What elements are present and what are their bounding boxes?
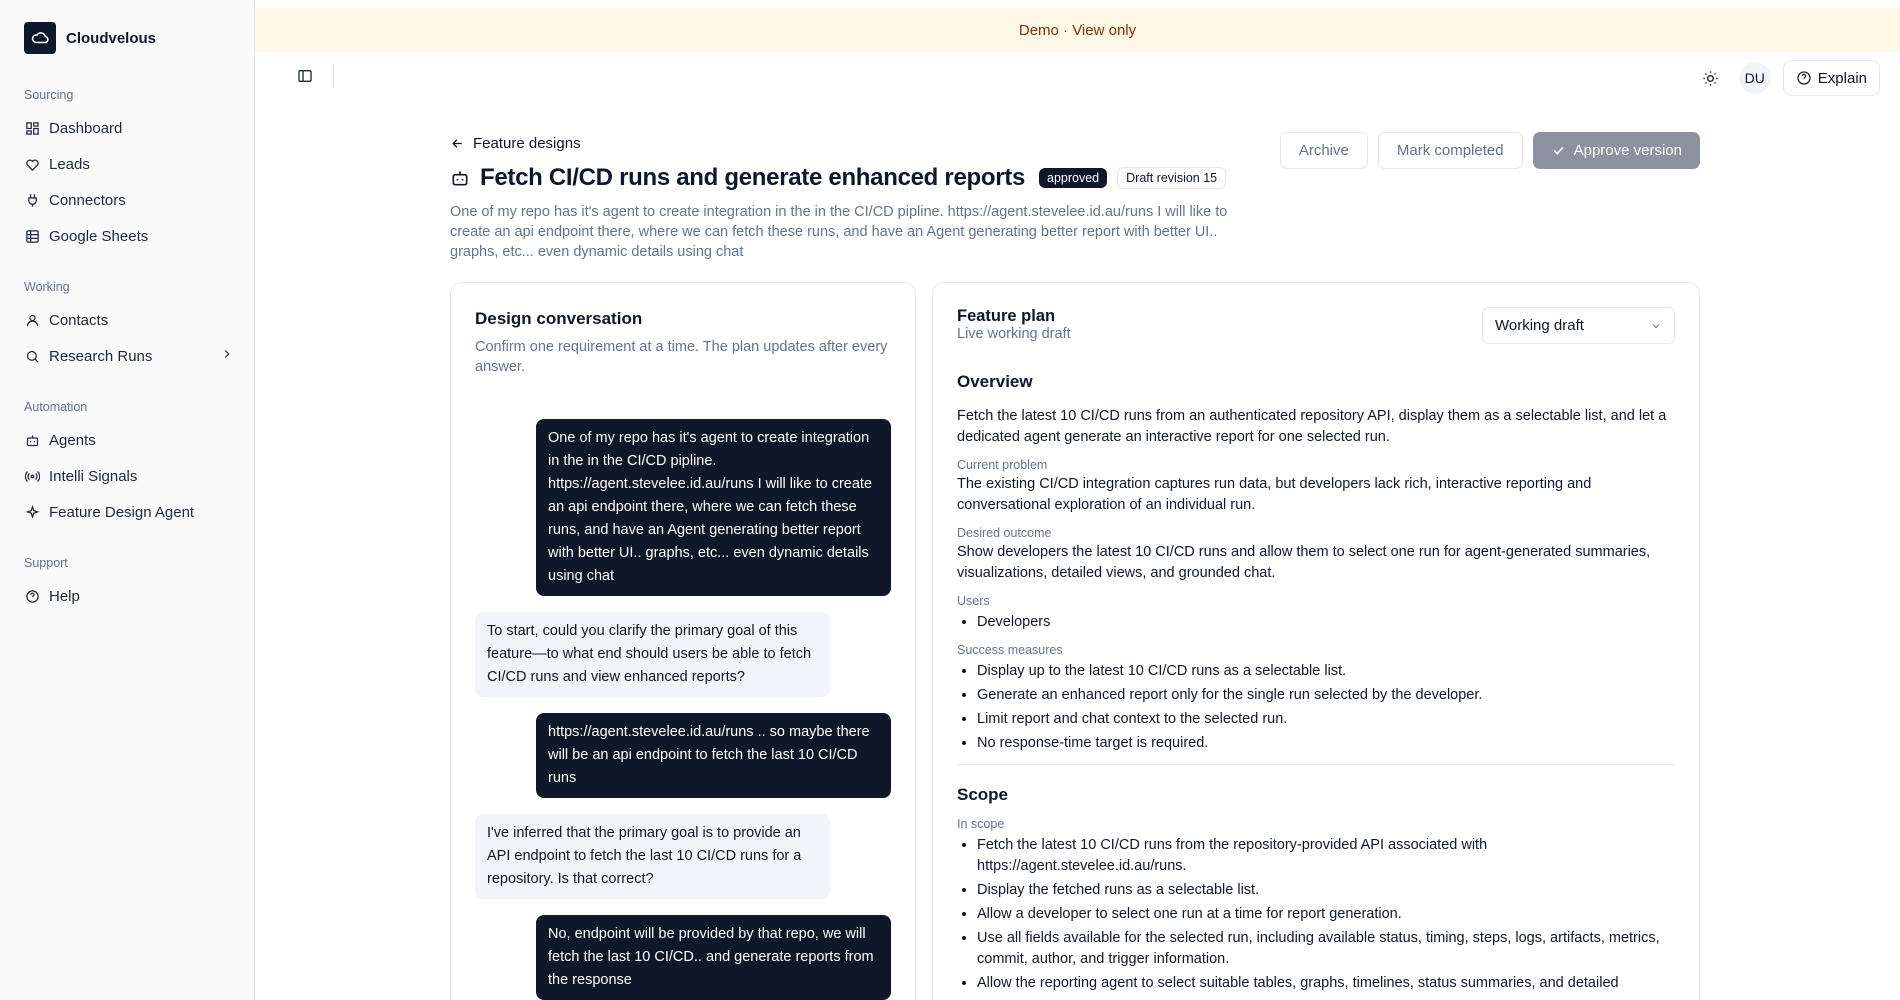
in-scope-list bbox=[957, 835, 1675, 994]
success-measures-label: Success measures bbox=[957, 643, 1063, 657]
radio-icon bbox=[24, 468, 40, 484]
nav-section-working bbox=[24, 280, 254, 374]
sidebar-item-label: Google Sheets bbox=[49, 227, 149, 245]
plan-title: Feature plan bbox=[957, 307, 1056, 325]
panel-left-icon bbox=[297, 68, 313, 84]
help-circle-icon bbox=[1796, 70, 1812, 86]
sidebar-item-label: Help bbox=[49, 587, 80, 605]
version-select[interactable] bbox=[1482, 307, 1675, 344]
divider bbox=[957, 764, 1675, 765]
explain-button[interactable] bbox=[1783, 60, 1880, 96]
nav-section-sourcing bbox=[24, 88, 254, 254]
brand[interactable] bbox=[24, 22, 254, 54]
explain-label: Explain bbox=[1817, 69, 1867, 87]
sidebar-item-label: Connectors bbox=[49, 191, 126, 209]
check-icon bbox=[1551, 143, 1566, 158]
conversation-subtitle: Confirm one requirement at a time. The plan updates after every answer. bbox=[475, 339, 888, 375]
demo-banner: Demo · View only bbox=[255, 8, 1900, 52]
overview-text: Fetch the latest 10 CI/CD runs from an authenticated repository API, display them as a selectable list, and let a dedicated agent generate an interactive report for one selected run. bbox=[957, 408, 1667, 445]
sidebar-item-contacts[interactable] bbox=[24, 302, 234, 338]
message-list bbox=[475, 419, 891, 1000]
sidebar-item-dashboard[interactable] bbox=[24, 110, 234, 146]
nav-section-support bbox=[24, 556, 254, 614]
main-area bbox=[255, 0, 1900, 1000]
divider bbox=[333, 64, 334, 88]
desired-outcome-label: Desired outcome bbox=[957, 526, 1052, 540]
nav-section-title: Working bbox=[24, 280, 70, 294]
brand-name: Cloudvelous bbox=[66, 29, 157, 47]
in-scope-label: In scope bbox=[957, 817, 1005, 831]
mark-completed-button[interactable]: Mark completed bbox=[1378, 132, 1523, 169]
bot-icon bbox=[24, 432, 40, 448]
user-message: https://agent.stevelee.id.au/runs .. so maybe there will be an api endpoint to fetch the last 10 CI/CD runs bbox=[536, 713, 891, 798]
dashboard-icon bbox=[24, 120, 40, 136]
sidebar-item-label: Feature Design Agent bbox=[49, 503, 195, 521]
list-item: • Generate an enhanced report only for the single run selected by the developer. bbox=[977, 685, 1675, 706]
search-icon bbox=[24, 348, 40, 364]
sidebar-item-label: Intelli Signals bbox=[49, 467, 138, 485]
success-measures-list bbox=[957, 661, 1675, 754]
page-title: Fetch CI/CD runs and generate enhanced reports bbox=[480, 164, 1025, 191]
status-badge: approved bbox=[1039, 168, 1107, 188]
list-item: • Use all fields available for the selected run, including available status, timing, steps, logs, artifacts, metrics, commit, author, and trigger information. bbox=[977, 928, 1675, 970]
design-conversation-card bbox=[450, 282, 916, 1000]
list-item: • Display up to the latest 10 CI/CD runs as a selectable list. bbox=[977, 661, 1675, 682]
feature-plan-card bbox=[932, 282, 1700, 1000]
topbar-right bbox=[1695, 60, 1880, 96]
agent-message: To start, could you clarify the primary goal of this feature—to what end should users be able to fetch CI/CD runs and view enhanced reports? bbox=[475, 612, 830, 697]
plan-header bbox=[957, 307, 1675, 344]
sidebar-item-research-runs[interactable] bbox=[24, 338, 234, 374]
nav-section-title: Sourcing bbox=[24, 88, 74, 102]
sidebar-item-connectors[interactable] bbox=[24, 182, 234, 218]
user-icon bbox=[24, 312, 40, 328]
sidebar-toggle-button[interactable] bbox=[289, 60, 321, 92]
page-content bbox=[450, 132, 1700, 991]
page-description: One of my repo has it's agent to create integration in the in the CI/CD pipline. https://agent.stevelee.id.au/runs I will like to create an api endpoint there, where we can fetch these runs, and have an Agent generating better report with better UI.. graphs, etc... even dynamic details using chat bbox=[450, 204, 1228, 260]
sidebar-item-leads[interactable] bbox=[24, 146, 234, 182]
list-item: • Allow the reporting agent to select suitable tables, graphs, timelines, status summaries, and detailed bbox=[977, 973, 1675, 994]
approve-label: Approve version bbox=[1573, 142, 1682, 159]
avatar[interactable]: DU bbox=[1739, 62, 1771, 94]
sun-icon bbox=[1702, 70, 1719, 87]
list-item: • No response-time target is required. bbox=[977, 733, 1675, 754]
sidebar-item-label: Contacts bbox=[49, 311, 109, 329]
revision-badge: Draft revision 15 bbox=[1117, 167, 1226, 189]
approve-version-button[interactable] bbox=[1533, 132, 1700, 169]
sheet-icon bbox=[24, 228, 40, 244]
conversation-title: Design conversation bbox=[475, 309, 643, 328]
sidebar-item-intelli-signals[interactable] bbox=[24, 458, 234, 494]
bot-icon bbox=[450, 168, 470, 188]
chevron-down-icon bbox=[1650, 320, 1662, 332]
list-item: • Allow a developer to select one run at a time for report generation. bbox=[977, 904, 1675, 925]
sidebar-item-google-sheets[interactable] bbox=[24, 218, 234, 254]
cloud-logo-icon bbox=[24, 22, 56, 54]
list-item: • Developers bbox=[977, 612, 1675, 633]
arrow-left-icon bbox=[450, 136, 465, 151]
scope-heading: Scope bbox=[957, 785, 1009, 804]
sidebar-item-agents[interactable] bbox=[24, 422, 234, 458]
nav-section-automation bbox=[24, 400, 254, 530]
sidebar bbox=[0, 0, 255, 1000]
sparkles-icon bbox=[24, 504, 40, 520]
sidebar-item-label: Leads bbox=[49, 155, 90, 173]
topbar bbox=[255, 52, 1900, 100]
page-actions bbox=[1280, 132, 1700, 169]
nav-section-title: Automation bbox=[24, 400, 88, 414]
chevron-right-icon[interactable] bbox=[220, 347, 234, 365]
current-problem-label: Current problem bbox=[957, 458, 1048, 472]
users-list bbox=[957, 612, 1675, 633]
sidebar-item-help[interactable] bbox=[24, 578, 234, 614]
users-label: Users bbox=[957, 594, 990, 608]
list-item: • Limit report and chat context to the selected run. bbox=[977, 709, 1675, 730]
plan-subtitle: Live working draft bbox=[957, 326, 1071, 342]
list-item: • Fetch the latest 10 CI/CD runs from the repository-provided API associated with https://agent.stevelee.id.au/runs. bbox=[977, 835, 1675, 877]
leads-icon bbox=[24, 156, 40, 172]
sidebar-item-label: Agents bbox=[49, 431, 96, 449]
desired-outcome-text: Show developers the latest 10 CI/CD runs and allow them to select one run for agent-generated summaries, visualizations, detailed views, and grounded chat. bbox=[957, 544, 1651, 581]
nav-section-title: Support bbox=[24, 556, 68, 570]
sidebar-item-feature-design-agent[interactable] bbox=[24, 494, 234, 530]
user-message: No, endpoint will be provided by that repo, we will fetch the last 10 CI/CD.. and generate reports from the response bbox=[536, 915, 891, 1000]
overview-heading: Overview bbox=[957, 372, 1033, 391]
theme-toggle-button[interactable] bbox=[1695, 62, 1727, 94]
version-select-value: Working draft bbox=[1495, 317, 1584, 334]
user-message: One of my repo has it's agent to create integration in the in the CI/CD pipline. https://agent.stevelee.id.au/runs I will like to create an api endpoint there, where we can fetch these runs, and have an Agent generating better report with better UI.. graphs, etc... even dynamic details using chat bbox=[536, 419, 891, 596]
plug-icon bbox=[24, 192, 40, 208]
cards bbox=[450, 282, 1700, 1000]
back-link-label: Feature designs bbox=[473, 134, 581, 152]
archive-button[interactable]: Archive bbox=[1280, 132, 1368, 169]
list-item: • Display the fetched runs as a selectable list. bbox=[977, 880, 1675, 901]
agent-message: I've inferred that the primary goal is to provide an API endpoint to fetch the last 10 CI/CD runs for a repository. Is that correct? bbox=[475, 814, 830, 899]
current-problem-text: The existing CI/CD integration captures run data, but developers lack rich, interactive reporting and conversational exploration of an individual run. bbox=[957, 476, 1592, 513]
sidebar-item-label: Dashboard bbox=[49, 119, 123, 137]
help-icon bbox=[24, 588, 40, 604]
sidebar-item-label: Research Runs bbox=[49, 347, 153, 365]
